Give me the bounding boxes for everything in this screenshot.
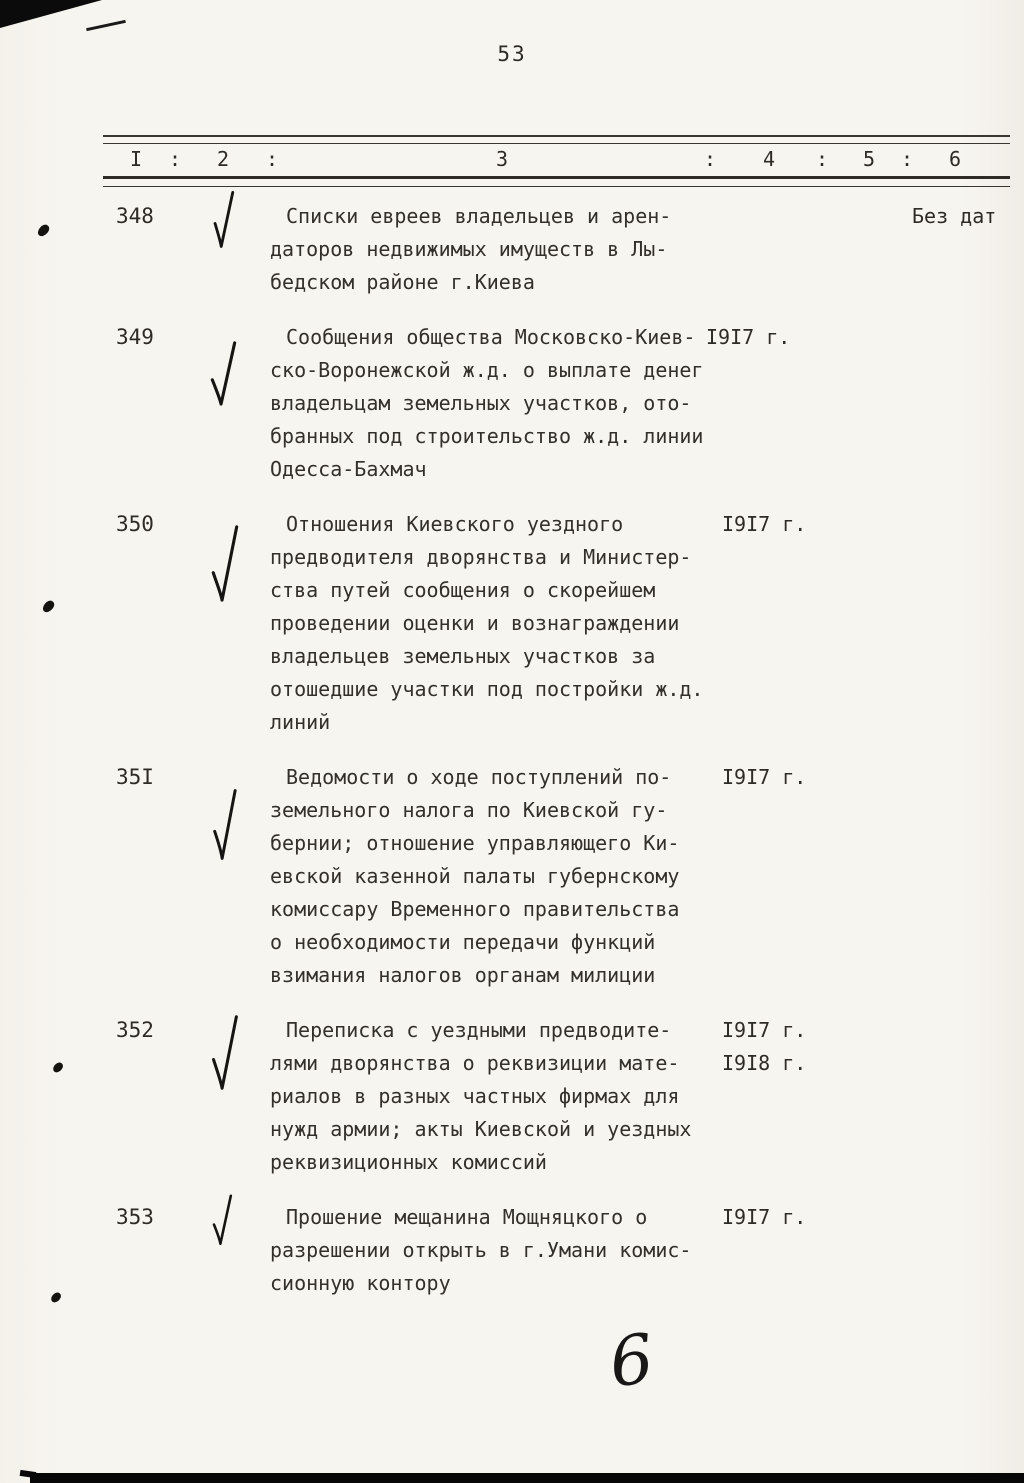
column-label: 6 [949, 147, 962, 171]
column-label: I [130, 147, 143, 171]
entry-description [270, 321, 722, 486]
description-line: ско-Воронежской ж.д. о выплате денег [270, 358, 704, 382]
entry-date [722, 1201, 912, 1234]
entry-description [270, 200, 722, 299]
entry-number: 350 [116, 512, 154, 536]
description-line: даторов недвижимых имуществ в Лы- [270, 237, 668, 261]
column-separator: : [266, 147, 279, 171]
table-header [103, 135, 1010, 187]
checkmark-cell [208, 321, 270, 407]
scan-edge-bar [30, 1473, 1024, 1483]
description-line: владельцам земельных участков, ото- [270, 391, 692, 415]
description-line: реквизиционных комиссий [270, 1150, 547, 1174]
table-row [116, 1201, 1016, 1300]
header-rule-bottom [103, 176, 1010, 187]
checkmark-cell [208, 1201, 270, 1247]
description-line: лями дворянства о реквизиции мате- [270, 1051, 680, 1075]
checkmark-cell [208, 761, 270, 863]
entry-description [270, 1014, 722, 1179]
entry-note: Без дат [912, 204, 997, 228]
column-separator: : [816, 147, 829, 171]
entry-number: 348 [116, 204, 154, 228]
description-line: Прошение мещанина Мощняцкого о [286, 1205, 648, 1229]
description-line: взимания налогов органам милиции [270, 963, 656, 987]
description-line: разрешении открыть в г.Умани комис- [270, 1238, 692, 1262]
entry-date-value: I9I7 г. [722, 1018, 807, 1042]
entry-description [270, 761, 722, 992]
entry-date [722, 761, 912, 794]
entry-number: 349 [116, 325, 154, 349]
entry-date [722, 508, 912, 541]
checkmark-cell [208, 200, 270, 250]
column-separator: : [704, 147, 717, 171]
entry-number: 353 [116, 1205, 154, 1229]
checkmark-icon [208, 339, 238, 407]
entry-date-value: I9I7 г. [722, 1205, 807, 1229]
header-labels [103, 144, 1010, 174]
table-row [116, 508, 1016, 739]
description-line: нужд армии; акты Киевской и уездных [270, 1117, 692, 1141]
description-line: ства путей сообщения о скорейшем [270, 578, 656, 602]
description-line: о необходимости передачи функций [270, 930, 656, 954]
description-line: предводителя дворянства и Министер- [270, 545, 692, 569]
checkmark-icon [208, 785, 240, 863]
description-line: риалов в разных частных фирмах для [270, 1084, 680, 1108]
checkmark-icon [208, 188, 238, 250]
handwritten-page-mark: 6 [605, 1319, 658, 1404]
description-line: Списки евреев владельцев и арен- [286, 204, 672, 228]
entry-date [722, 1014, 912, 1080]
entry-description [270, 508, 722, 739]
column-label: 3 [496, 147, 509, 171]
column-separator: : [169, 147, 182, 171]
entry-date-value: I9I8 г. [722, 1051, 807, 1075]
entry-date [706, 321, 896, 354]
description-line: отошедшие участки под постройки ж.д. [270, 677, 704, 701]
description-line: бранных под строительство ж.д. линии [270, 424, 704, 448]
description-line: сионную контору [270, 1271, 451, 1295]
description-line: линий [270, 710, 331, 734]
description-line: владельцев земельных участков за [270, 644, 656, 668]
entry-number: 35I [116, 765, 154, 789]
checkmark-icon [208, 1012, 240, 1092]
table-row [116, 761, 1016, 992]
checkmark-icon [208, 522, 240, 604]
column-label: 5 [863, 147, 876, 171]
entry-date-value: I9I7 г. [722, 512, 807, 536]
description-line: Сообщения общества Московско-Киев- [286, 325, 696, 349]
checkmark-icon [208, 1191, 236, 1247]
description-line: евской казенной палаты губернскому [270, 864, 680, 888]
description-line: бернии; отношение управляющего Ки- [270, 831, 680, 855]
entry-number: 352 [116, 1018, 154, 1042]
header-rule-top [103, 135, 1010, 144]
checkmark-cell [208, 508, 270, 604]
description-line: бедском районе г.Киева [270, 270, 535, 294]
scan-edge-bar-notch [20, 1470, 37, 1478]
entry-description [270, 1201, 722, 1300]
description-line: комиссару Временного правительства [270, 897, 680, 921]
corner-fold-mark [0, 0, 102, 28]
description-line: Одесса-Бахмач [270, 457, 427, 481]
table-row [116, 321, 1016, 486]
description-line: Отношения Киевского уездного [286, 512, 624, 536]
column-separator: : [901, 147, 914, 171]
page-number: 53 [497, 42, 527, 66]
entry-list [0, 200, 1024, 1322]
table-row [116, 200, 1016, 299]
description-line: Ведомости о ходе поступлений по- [286, 765, 672, 789]
checkmark-cell [208, 1014, 270, 1092]
column-label: 4 [763, 147, 776, 171]
column-label: 2 [217, 147, 230, 171]
description-line: проведении оценки и вознаграждении [270, 611, 680, 635]
entry-date-value: I9I7 г. [722, 765, 807, 789]
description-line: земельного налога по Киевской гу- [270, 798, 668, 822]
entry-date-value: I9I7 г. [706, 325, 791, 349]
table-row [116, 1014, 1016, 1179]
description-line: Переписка с уездными предводите- [286, 1018, 672, 1042]
